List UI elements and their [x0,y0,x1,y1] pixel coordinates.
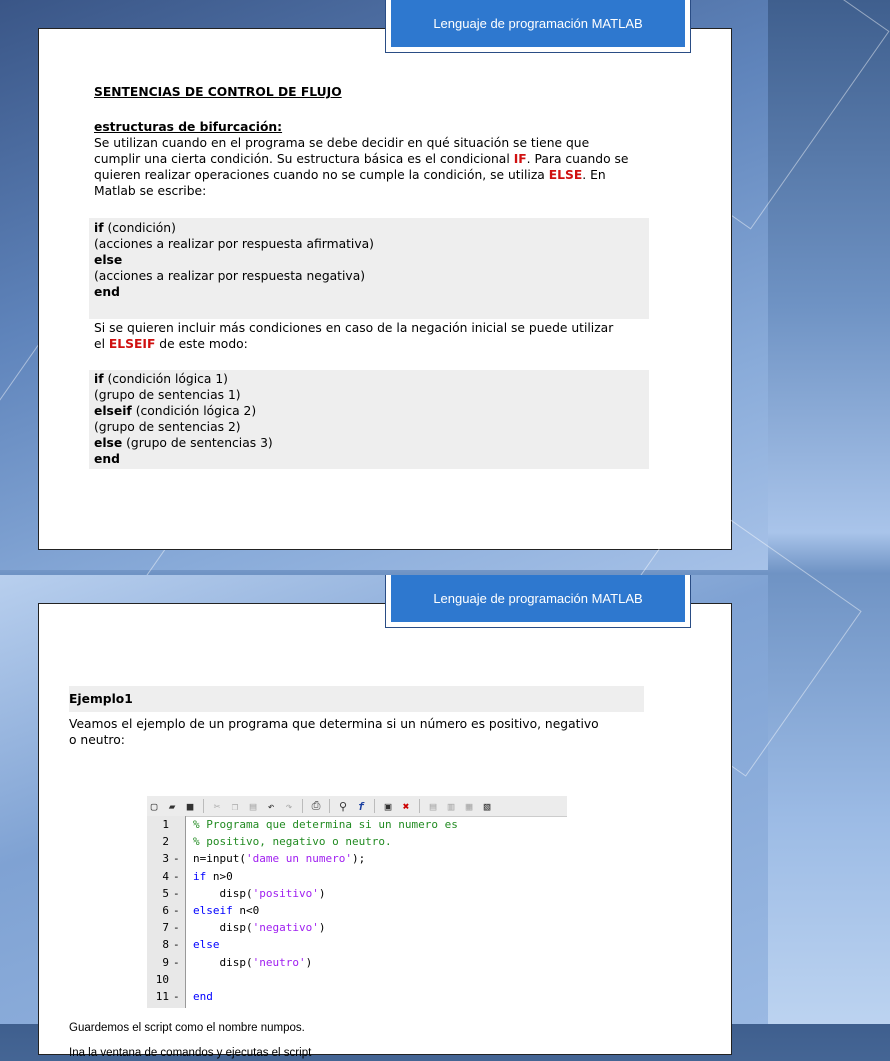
keyword-elseif: ELSEIF [108,337,156,351]
content-panel [38,28,732,550]
paste-icon[interactable]: ▤ [249,799,257,813]
toolbar-separator [374,799,375,813]
code-line[interactable] [147,902,567,919]
code-elseif-text: if (condición lógica 1) (grupo de sentencias 1) elseif (condición lógica 2) (grupo de sentencias 2) else (grupo de sentencias 3) end [94,372,273,466]
cut-off-line: Ina la ventana de comandos y ejecutas el script [69,1047,312,1059]
function-icon[interactable]: f [357,799,365,813]
code-line[interactable] [147,936,567,953]
slide-2 [0,575,768,1059]
banner-title: Lenguaje de programación MATLAB [391,575,685,622]
paragraph-intro: Se utilizan cuando en el programa se debe decidir en qué situación se tiene que cumplir una cierta condición. Su estructura básica es el condicional IF. Para cuando se quieren realizar operaciones cuando no se cumple la condición, se utiliza ELSE. En Matlab se escribe: [94,136,629,198]
code-if-else-text: if (condición) (acciones a realizar por respuesta afirmativa) else (acciones a realizar por respuesta negativa) end [94,221,374,299]
line-number: 10 [155,972,169,986]
toolbar-separator [419,799,420,813]
example-title: Ejemplo1 [69,686,644,712]
line-marker: - [173,990,180,1003]
example-intro: Veamos el ejemplo de un programa que determina si un número es positivo, negativo o neutro: [69,717,599,747]
line-marker: - [173,921,180,935]
line-marker: - [173,938,180,952]
save-note: Guardemos el script como el nombre numpos. [69,1022,305,1034]
line-marker: - [173,955,180,969]
code-line[interactable] [147,833,567,850]
open-folder-icon[interactable]: ▰ [168,799,176,813]
line-number: 9 [162,955,169,969]
copy-icon[interactable]: ❐ [231,799,239,813]
section-subheading: estructuras de bifurcación: [94,120,283,134]
toolbar-separator [203,799,204,813]
line-number: 5 [162,886,169,900]
code-line[interactable] [147,885,567,902]
line-marker: - [173,852,180,866]
code-text: disp('negativo') [193,921,326,935]
line-marker: - [173,904,180,917]
step-in-icon[interactable]: ▥ [447,799,455,813]
line-number: 4 [162,869,169,883]
code-text: n=input('dame un numero'); [193,852,366,866]
line-number: 1 [162,818,169,831]
section-heading: SENTENCIAS DE CONTROL DE FLUJO [94,85,342,99]
toolbar-separator [302,799,303,813]
line-number: 8 [162,938,169,952]
code-line[interactable] [147,954,567,971]
banner-title: Lenguaje de programación MATLAB [391,0,685,47]
undo-icon[interactable]: ↶ [267,799,275,813]
keyword-else: ELSE [548,168,583,182]
line-number: 3 [162,852,169,866]
clear-breakpoint-icon[interactable]: ✖ [402,799,410,813]
code-text: % Programa que determina si un numero es [193,818,458,831]
save-icon[interactable]: ■ [186,799,194,813]
code-text: if n>0 [193,869,233,883]
run-icon[interactable]: ▧ [483,799,491,813]
step-out-icon[interactable]: ▦ [465,799,473,813]
line-marker: - [173,886,180,900]
code-line[interactable] [147,971,567,988]
redo-icon[interactable]: ↷ [285,799,293,813]
keyword-if: IF [513,152,527,166]
breakpoint-icon[interactable]: ▣ [384,799,392,813]
matlab-editor [147,796,567,1008]
slide-1 [0,0,768,570]
code-text: disp('neutro') [193,955,313,969]
code-text: else [193,938,220,952]
print-icon[interactable]: ⎙ [311,799,321,812]
code-line[interactable] [147,816,567,833]
code-line[interactable] [147,850,567,867]
line-number: 6 [162,904,169,917]
code-line[interactable] [147,919,567,936]
code-text: % positivo, negativo o neutro. [193,835,392,849]
title-banner [385,0,691,53]
code-text: elseif n<0 [193,904,260,917]
code-line[interactable] [147,988,567,1005]
line-number: 11 [155,990,169,1003]
cut-icon[interactable]: ✂ [213,799,221,813]
code-area[interactable] [147,816,567,1008]
toolbar-separator [329,799,330,813]
step-icon[interactable]: ▤ [429,799,437,813]
paragraph-elseif: Si se quieren incluir más condiciones en caso de la negación inicial se puede utilizar el ELSEIF de este modo: [94,321,614,351]
code-line[interactable] [147,868,567,885]
editor-toolbar [147,796,567,817]
line-number: 7 [162,921,169,935]
line-marker: - [173,869,180,883]
code-text: disp('positivo') [193,886,326,900]
line-number: 2 [162,835,169,849]
content-panel [38,603,732,1059]
code-text: end [193,990,213,1003]
find-icon[interactable]: ⚲ [338,799,348,813]
title-banner [385,575,691,628]
new-file-icon[interactable]: ▢ [150,799,158,813]
